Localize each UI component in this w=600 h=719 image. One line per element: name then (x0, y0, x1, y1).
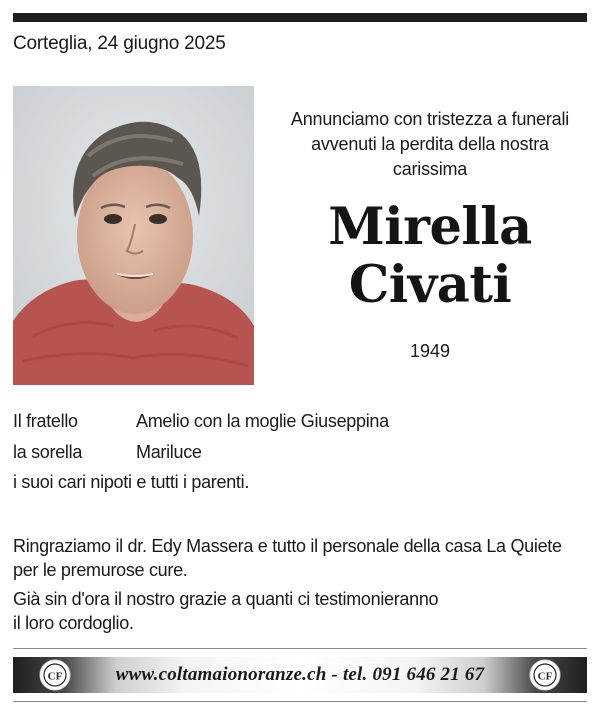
intro-text (275, 107, 585, 182)
thanks-line: per le premurose cure. (13, 560, 188, 580)
last-name: Civati (348, 255, 512, 315)
footer-bottom-rule (13, 701, 587, 702)
portrait-photo (13, 86, 254, 385)
footer-top-rule (13, 648, 587, 649)
place-date: Corteglia, 24 giugno 2025 (13, 33, 226, 54)
condolence-paragraph (13, 587, 593, 635)
relative-names: Mariluce (136, 442, 202, 462)
condolence-line: Già sin d'ora il nostro grazie a quanti ci testimonieranno (13, 589, 439, 609)
footer-contact: www.coltamaionoranze.ch - tel. 091 646 21 67 (115, 664, 485, 685)
deceased-name (275, 198, 585, 314)
intro-line: avvenuti la perdita della nostra (311, 134, 549, 154)
first-name: Mirella (328, 197, 532, 257)
relatives-closing: i suoi cari nipoti e tutti i parenti. (13, 472, 250, 492)
relative-row (13, 411, 389, 432)
svg-text:CF: CF (537, 670, 553, 683)
footer-bar (13, 657, 587, 693)
relative-role: Il fratello (13, 411, 78, 431)
relative-role: la sorella (13, 442, 83, 462)
intro-line: Annunciamo con tristezza a funerali (290, 109, 570, 129)
condolence-line: il loro cordoglio. (13, 613, 134, 633)
portrait-illustration (13, 86, 254, 385)
relative-names: Amelio con la moglie Giuseppina (136, 411, 389, 431)
relative-row (13, 442, 202, 463)
top-rule (13, 13, 587, 22)
thanks-paragraph (13, 534, 593, 582)
intro-line: carissima (392, 159, 468, 179)
funeral-home-logo-icon (529, 659, 561, 691)
birth-year: 1949 (409, 341, 451, 361)
thanks-line: Ringraziamo il dr. Edy Massera e tutto il personale della casa La Quiete (13, 536, 562, 556)
svg-text:CF: CF (47, 670, 63, 683)
